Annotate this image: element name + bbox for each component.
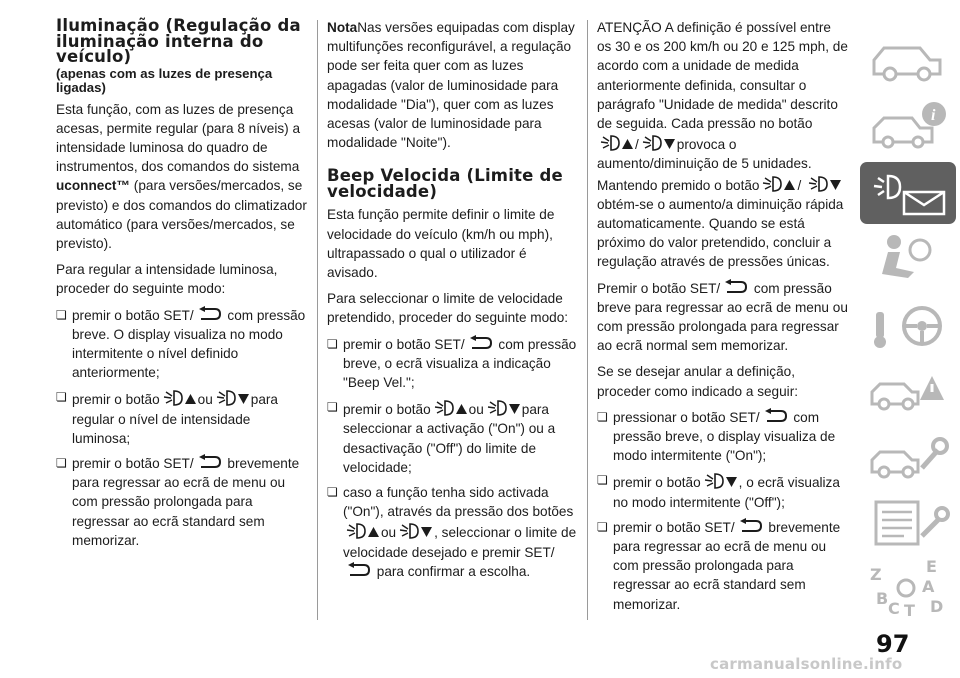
svg-text:i: i bbox=[931, 107, 936, 124]
lamp-down-icon bbox=[486, 398, 520, 416]
return-icon bbox=[196, 454, 222, 470]
warning-lights-icon bbox=[860, 162, 956, 224]
chapter-tab-dashboard[interactable] bbox=[860, 162, 956, 224]
chapter-tab-start[interactable] bbox=[860, 294, 956, 356]
alphabet-index-icon bbox=[860, 558, 956, 620]
list-item: ❏ premir o botão SET/ com pressão breve. O display visualiza no modo intermitente o nível definido anteriormente; bbox=[56, 306, 308, 383]
chapter-tab-vehicle[interactable] bbox=[860, 30, 956, 92]
lamp-down-icon bbox=[703, 471, 737, 489]
step-list bbox=[597, 408, 849, 614]
list-item: ❏ pressionar o botão SET/ com pressão breve, o display visualiza de modo intermitente ("On"); bbox=[597, 408, 849, 466]
step-list bbox=[56, 306, 308, 550]
lamp-up-icon bbox=[345, 521, 379, 539]
column-3 bbox=[597, 18, 849, 620]
step-list bbox=[327, 335, 579, 581]
wrench-car-icon bbox=[860, 426, 956, 488]
specs-list-icon bbox=[860, 492, 956, 554]
column-divider bbox=[317, 20, 318, 620]
index-letter: C bbox=[888, 599, 900, 618]
chapter-tab-emergency[interactable] bbox=[860, 360, 956, 422]
lamp-down-icon bbox=[641, 133, 675, 151]
chapter-tab-safety[interactable] bbox=[860, 228, 956, 290]
index-letter: E bbox=[926, 558, 937, 576]
chapter-tab-info[interactable] bbox=[860, 96, 956, 158]
section-title-speed-beep: Beep Velocida (Limite de velocidade) bbox=[327, 166, 563, 201]
return-icon bbox=[196, 306, 222, 322]
list-item: ❏ premir o botão ou para seleccionar a activação ("On") ou a desactivação ("Off") do limite de velocidade; bbox=[327, 398, 579, 477]
lamp-up-icon bbox=[599, 133, 633, 151]
list-item: ❏ premir o botão , o ecrã visualiza no modo intermitente ("Off"); bbox=[597, 471, 849, 511]
index-letter: T bbox=[904, 601, 915, 620]
paragraph: Esta função, com as luzes de presença acesas, permite regular (para 8 níveis) a intensidade luminosa do quadro de instrumentos, dos comandos do sistema uconnect™ (para versões/mercados, se previsto) e dos comandos do climatizador automático (para versões/mercados, se previsto). bbox=[56, 101, 307, 251]
lamp-down-icon bbox=[215, 388, 249, 406]
lamp-up-icon bbox=[433, 398, 467, 416]
airbag-seat-icon bbox=[860, 228, 956, 290]
list-item: ❏ premir o botão SET/ brevemente para regressar ao ecrã de menu ou com pressão prolongada para regressar ao ecrã standard sem memorizar. bbox=[56, 454, 308, 550]
index-letter: D bbox=[930, 597, 944, 616]
return-icon bbox=[737, 518, 763, 534]
index-letter: Z bbox=[870, 565, 882, 584]
note-label: Nota bbox=[327, 20, 358, 35]
paragraph: Para regular a intensidade luminosa, proceder do seguinte modo: bbox=[56, 262, 278, 297]
column-2 bbox=[327, 18, 579, 587]
index-letter: A bbox=[922, 577, 935, 596]
lamp-down-icon bbox=[398, 521, 432, 539]
chapter-tab-index[interactable] bbox=[860, 558, 956, 620]
car-hazard-icon bbox=[860, 360, 956, 422]
list-item: ❏ caso a função tenha sido activada ("On"), através da pressão dos botõesou , seleccionar o limite de velocidade desejado e premir SET/ para confirmar a escolha. bbox=[327, 483, 579, 581]
return-icon bbox=[722, 279, 748, 295]
page-number: 97 bbox=[876, 630, 910, 658]
paragraph: Premir o botão SET/ com pressão breve para regressar ao ecrã de menu ou com pressão prolongada para regressar ao ecrã normal sem memorizar. bbox=[597, 280, 848, 354]
column-1 bbox=[56, 18, 308, 556]
uconnect-label: uconnect™ bbox=[56, 178, 131, 194]
index-letter: B bbox=[876, 589, 889, 608]
note-paragraph: NotaNas versões equipadas com display multifunções reconfigurável, a regulação pode ser feita quer com as luzes apagadas (valor de luminosidade para modalidade "Dia"), quer com as luzes acesas (valor de luminosidade para modalidade "Noite"). bbox=[327, 20, 575, 151]
key-steering-icon bbox=[860, 294, 956, 356]
chapter-tab-specs[interactable] bbox=[860, 492, 956, 554]
return-icon bbox=[467, 335, 493, 351]
info-car-icon bbox=[860, 96, 956, 158]
section-subtitle: (apenas com as luzes de presença ligadas) bbox=[56, 65, 273, 95]
lamp-up-icon bbox=[162, 388, 196, 406]
car-icon bbox=[860, 30, 956, 92]
paragraph: Esta função permite definir o limite de velocidade do veículo (km/h ou mph), ultrapassado o qual o utilizador é avisado. bbox=[327, 207, 555, 281]
paragraph: ATENÇÃO A definição é possível entre os 30 e os 200 km/h ou 20 e 125 mph, de acordo com a unidade de medida anteriormente definida, consultar o parágrafo "Unidade de medida" descrito de seguida. Cada pressão no botão/ provoca o aumento/diminuição de 5 unidades. Mantendo premido o botão / obtém-se o aumento/a diminuição rápida automaticamente. Quando se está próximo do valor pretendido, concluir a regulação através de pressões únicas. bbox=[597, 20, 848, 270]
list-item: ❏ premir o botão SET/ brevemente para regressar ao ecrã de menu ou com pressão prolongada para regressar ao ecrã standard sem memorizar. bbox=[597, 518, 849, 614]
watermark: carmanualsonline.info bbox=[710, 655, 903, 673]
column-divider bbox=[587, 20, 588, 620]
section-title-illumination: Iluminação (Regulação da iluminação interna do veículo) bbox=[56, 16, 301, 66]
lamp-up-icon bbox=[761, 174, 795, 192]
list-item: ❏ premir o botão ou para regular o nível de intensidade luminosa; bbox=[56, 388, 308, 448]
return-icon bbox=[762, 408, 788, 424]
paragraph: Se se desejar anular a definição, proceder como indicado a seguir: bbox=[597, 364, 798, 399]
lamp-down-icon bbox=[807, 174, 841, 192]
return-icon bbox=[345, 562, 371, 578]
chapter-tab-maintenance[interactable] bbox=[860, 426, 956, 488]
list-item: ❏ premir o botão SET/ com pressão breve, o ecrã visualiza a indicação "Beep Vel."; bbox=[327, 335, 579, 393]
paragraph: Para seleccionar o limite de velocidade pretendido, proceder do seguinte modo: bbox=[327, 291, 569, 326]
